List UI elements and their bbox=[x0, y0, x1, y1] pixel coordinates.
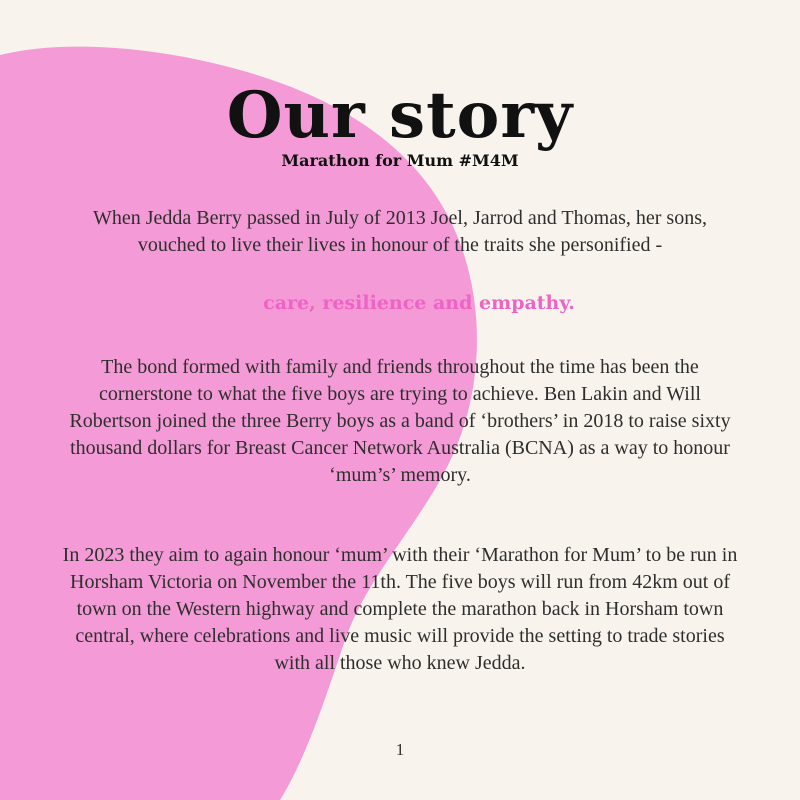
traits-highlight: care, resilience and empathy. bbox=[263, 292, 575, 314]
bond-paragraph: The bond formed with family and friends throughout the time has been the cornerstone to what the five boys are trying to achieve. Ben Lakin and Will Robertson joined the three Berry boys as a band of ‘brothers’ in 2018 to raise sixty thousand dollars for Breast Cancer Network Australia (BCNA) as a way to honour ‘mum’s’ memory. bbox=[69, 356, 731, 486]
marathon-paragraph: In 2023 they aim to again honour ‘mum’ with their ‘Marathon for Mum’ to be run in Horsham Victoria on November the 11th. The five boys will run from 42km out of town on the Western highway and complete the marathon back in Horsham town central, where celebrations and live music will provide the setting to trade stories with all those who knew Jedda. bbox=[62, 544, 738, 674]
page-title: Our story bbox=[226, 78, 574, 153]
page-subtitle: Marathon for Mum #M4M bbox=[281, 151, 519, 170]
intro-paragraph: When Jedda Berry passed in July of 2013 Joel, Jarrod and Thomas, her sons, vouched to live their lives in honour of the traits she personified - bbox=[93, 207, 707, 256]
page-number: 1 bbox=[395, 740, 405, 759]
